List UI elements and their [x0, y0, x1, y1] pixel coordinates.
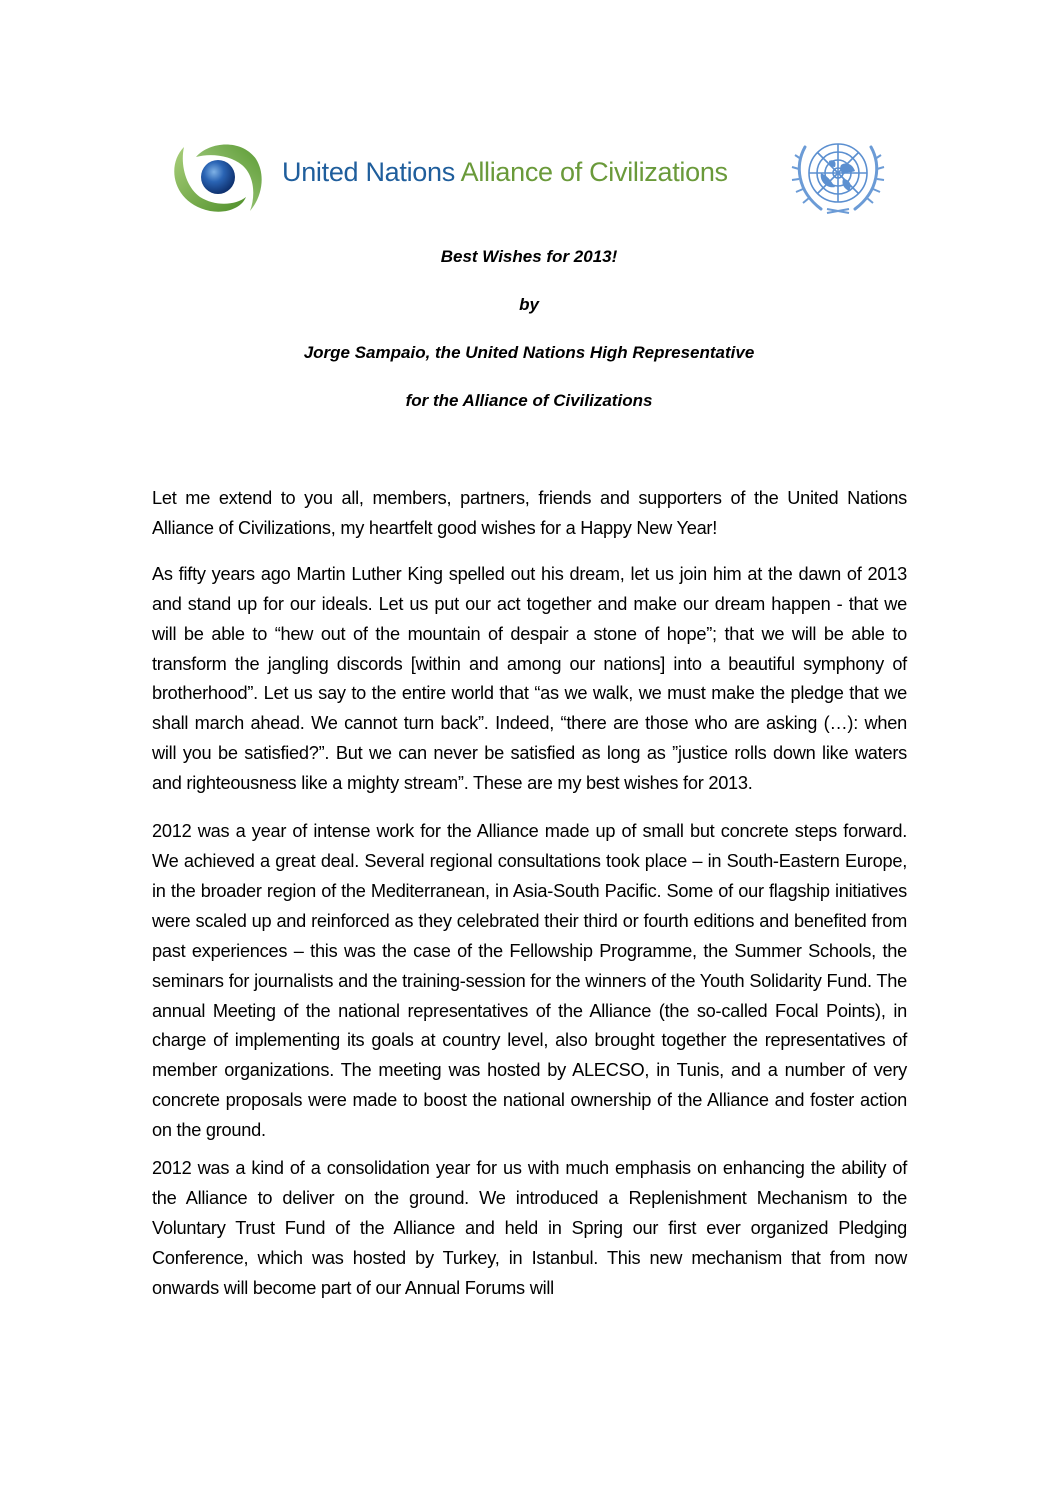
letterhead — [170, 135, 885, 217]
document-titles — [0, 245, 1058, 437]
paragraph: Let me extend to you all, members, partners, friends and supporters of the United Nations Alliance of Civilizations, my heartfelt good wishes for a Happy New Year! — [152, 488, 907, 538]
aoc-logo-icon — [170, 135, 266, 217]
author-role: for the Alliance of Civilizations — [405, 391, 653, 410]
letter-body — [152, 484, 907, 1322]
byline-by: by — [519, 295, 539, 314]
paragraph: As fifty years ago Martin Luther King spelled out his dream, let us join him at the dawn of 2013 and stand up for our ideals. Let us put our act together and make our dream happen - that we will be able to “hew out of the mountain of despair a stone of hope”; that we will be able to transform the jangling discords [within and among our nations] into a beautiful symphony of brotherhood”. Let us say to the entire world that “as we walk, we must make the pledge that we shall march ahead. We cannot turn back”. Indeed, “there are those who are asking (…): when will you be satisfied?”. But we can never be satisfied as long as ”justice rolls down like waters and righteousness like a mighty stream”. These are my best wishes for 2013. — [152, 563, 907, 794]
author-name: Jorge Sampaio, the United Nations High Representative — [303, 343, 755, 362]
organization-name — [282, 157, 728, 188]
org-name-aoc: Alliance of Civilizations — [460, 157, 728, 187]
un-emblem-icon — [791, 135, 885, 217]
document-title: Best Wishes for 2013! — [440, 247, 618, 266]
paragraph: 2012 was a year of intense work for the Alliance made up of small but concrete steps forward. We achieved a great deal. Several regional consultations took place – in South-Eastern Europe, in the broader region of the Mediterranean, in Asia-South Pacific. Some of our flagship initiatives were scaled up and reinforced as they celebrated their third or fourth editions and benefited from past experiences – this was the case of the Fellowship Programme, the Summer Schools, the seminars for journalists and the training-session for the winners of the Youth Solidarity Fund. The annual Meeting of the national representatives of the Alliance (the so-called Focal Points), in charge of implementing its goals at country level, also brought together the representatives of member organizations. The meeting was hosted by ALECSO, in Tunis, and a number of very concrete proposals were made to boost the national ownership of the Alliance and foster action on the ground. — [152, 821, 907, 1141]
org-name-un: United Nations — [282, 157, 455, 187]
paragraph: 2012 was a kind of a consolidation year for us with much emphasis on enhancing the ability of the Alliance to deliver on the ground. We introduced a Replenishment Mechanism to the Voluntary Trust Fund of the Alliance and held in Spring our first ever organized Pledging Conference, which was hosted by Turkey, in Istanbul. This new mechanism that from now onwards will become part of our Annual Forums will — [152, 1158, 907, 1298]
